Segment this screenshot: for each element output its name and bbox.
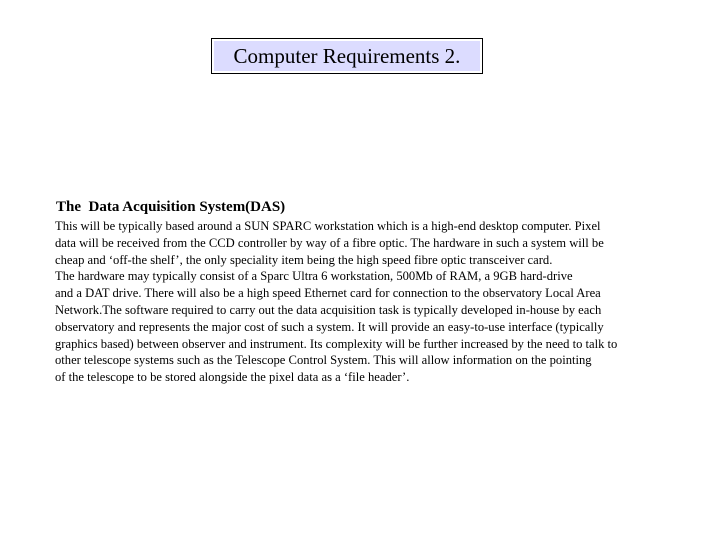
body-line: Network.The software required to carry out the data acquisition task is typically developed in-house by each [55,302,602,317]
body-line: This will be typically based around a SUN SPARC workstation which is a high-end desktop computer. Pixel [55,219,601,233]
slide-title: Computer Requirements 2. [214,41,480,71]
body-line: of the telescope to be stored alongside the pixel data as a ‘file header’. [55,370,410,385]
body-line: other telescope systems such as the Telescope Control System. This will allow information on the pointing [55,353,592,368]
body-line: and a DAT drive. There will also be a high speed Ethernet card for connection to the observatory Local Area [55,286,601,301]
body-line: graphics based) between observer and instrument. Its complexity will be further increased by the need to talk to [55,336,618,351]
body-line: observatory and represents the major cost of such a system. It will provide an easy-to-use interface (typically [55,319,604,334]
section-heading: The Data Acquisition System(DAS) [56,199,286,215]
body-paragraph [55,218,685,386]
slide-title-box [211,38,483,74]
body-line: data will be received from the CCD controller by way of a fibre optic. The hardware in such a system will be [55,235,604,250]
body-line: cheap and ‘off-the shelf’, the only speciality item being the high speed fibre optic transceiver card. [55,252,553,267]
body-line: The hardware may typically consist of a Sparc Ultra 6 workstation, 500Mb of RAM, a 9GB hard-drive [55,269,573,284]
